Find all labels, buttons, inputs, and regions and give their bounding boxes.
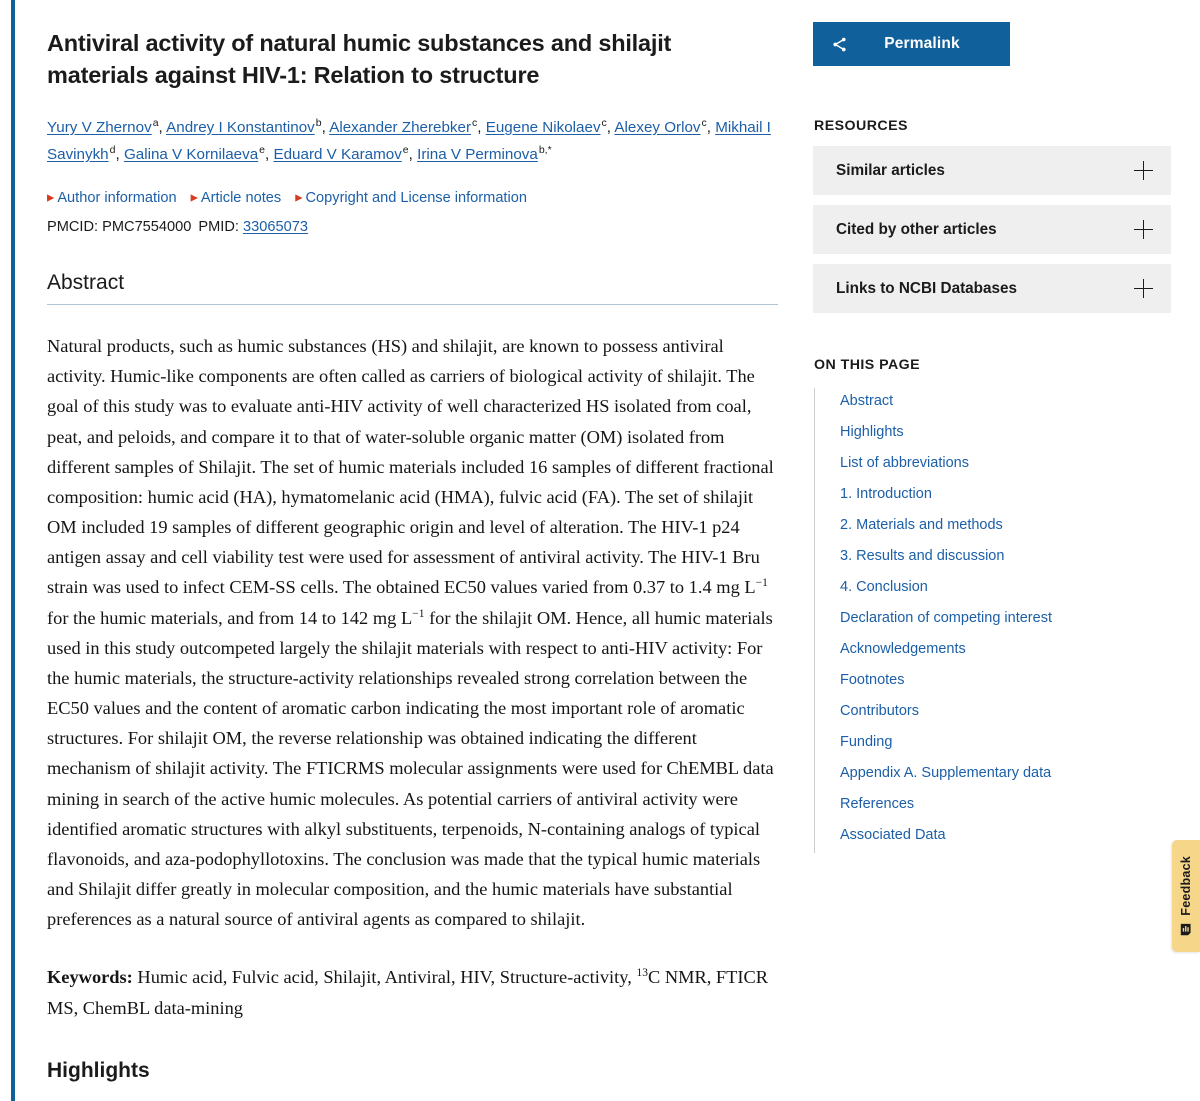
author-link[interactable]: Yury V Zhernov xyxy=(47,118,152,136)
author-affiliation-marker: a xyxy=(152,116,159,129)
abstract-heading: Abstract xyxy=(47,271,778,305)
pmcid-label: PMCID: xyxy=(47,219,99,235)
on-this-page-heading: ON THIS PAGE xyxy=(814,357,921,373)
resources-accordion-label: Similar articles xyxy=(836,161,945,179)
on-this-page-item-1-introduction[interactable]: 1. Introduction xyxy=(840,485,932,502)
feedback-tab[interactable] xyxy=(1172,840,1200,952)
keywords-line xyxy=(47,962,778,1022)
author-link[interactable]: Irina V Perminova xyxy=(417,145,538,163)
article-identifiers xyxy=(47,219,778,235)
author-separator: , xyxy=(158,118,167,136)
pmid-link[interactable]: 33065073 xyxy=(243,219,308,235)
on-this-page-item-references[interactable]: References xyxy=(840,795,915,812)
chart-bar-icon xyxy=(1180,923,1193,936)
plus-icon[interactable] xyxy=(1134,161,1153,180)
author-link[interactable]: Mikhail I Savinykh xyxy=(47,118,771,163)
plus-icon[interactable] xyxy=(1134,279,1153,298)
author-separator: , xyxy=(477,118,486,136)
abstract-part-1: Natural products, such as humic substances (HS) and shilajit, are known to possess antiviral activity. Humic-like components are often called as carriers of biological activity of shilajit. The goal of this study was to evaluate anti-HIV activity of well characterized HS isolated from coal, peat, and peloids, and compare it to that of water-soluble organic matter (OM) isolated from different samples of Shilajit. The set of humic materials included 16 samples of different fractional composition: humic acid (HA), hymatomelanic acid (HMA), fulvic acid (FA). The set of shilajit OM included 19 samples of different geographic origin and level of alteration. The HIV-1 p24 antigen assay and cell viability test were used for assessment of antiviral activity. The HIV-1 Bru strain was used to infect CEM-SS cells. The obtained EC50 values varied from 0.37 to 1.4 xyxy=(47,336,774,598)
keywords-superscript: 13 xyxy=(636,967,648,980)
article-meta-links xyxy=(47,190,778,206)
author-link[interactable]: Alexander Zherebker xyxy=(329,118,472,136)
author-affiliation-marker: c xyxy=(601,116,607,129)
keywords-label: Keywords: xyxy=(47,967,133,988)
on-this-page-nav xyxy=(814,388,1170,853)
resources-accordion-label: Cited by other articles xyxy=(836,220,997,238)
meta-link-author-information[interactable]: ▶ Author information xyxy=(47,190,177,206)
on-this-page-item-acknowledgements[interactable]: Acknowledgements xyxy=(840,640,966,657)
author-separator: , xyxy=(606,118,615,136)
resources-accordion-item[interactable] xyxy=(813,264,1171,313)
author-link[interactable]: Eugene Nikolaev xyxy=(485,118,601,136)
author-separator: , xyxy=(115,145,124,163)
resources-heading: RESOURCES xyxy=(814,118,908,134)
resources-accordion xyxy=(813,146,1170,313)
permalink-button[interactable] xyxy=(813,22,1010,66)
author-separator: , xyxy=(265,145,274,163)
on-this-page-item-contributors[interactable]: Contributors xyxy=(840,702,919,719)
permalink-button-label: Permalink xyxy=(884,35,960,52)
on-this-page-item-appendix-a-supplementary-data[interactable]: Appendix A. Supplementary data xyxy=(840,764,1052,781)
feedback-tab-label: Feedback xyxy=(1179,856,1193,916)
sidebar-column xyxy=(800,0,1200,853)
author-link[interactable]: Alexey Orlov xyxy=(614,118,701,136)
keywords-text-1: Humic acid, Fulvic acid, Shilajit, Antiviral, HIV, Structure-activity, xyxy=(137,967,632,988)
author-link[interactable]: Galina V Kornilaeva xyxy=(123,145,259,163)
abstract-part-2: for the humic materials, and from 14 to 142 xyxy=(47,607,369,628)
author-affiliation-marker: b,* xyxy=(538,143,552,156)
on-this-page-item-footnotes[interactable]: Footnotes xyxy=(840,671,905,688)
author-affiliation-marker: c xyxy=(472,116,478,129)
pmid-label: PMID: xyxy=(198,219,239,235)
resources-accordion-item[interactable] xyxy=(813,146,1171,195)
author-affiliation-marker: d xyxy=(109,143,116,156)
on-this-page-item-2-materials-and-methods[interactable]: 2. Materials and methods xyxy=(840,516,1003,533)
on-this-page-item-declaration-of-competing-interest[interactable]: Declaration of competing interest xyxy=(840,609,1052,626)
on-this-page-item-abstract[interactable]: Abstract xyxy=(840,392,894,409)
on-this-page-item-list-of-abbreviations[interactable]: List of abbreviations xyxy=(840,454,969,471)
on-this-page-item-funding[interactable]: Funding xyxy=(840,733,893,750)
author-affiliation-marker: e xyxy=(259,143,266,156)
author-separator: , xyxy=(321,118,330,136)
triangle-right-icon: ▶ xyxy=(295,192,303,204)
pmcid-value: PMC7554000 xyxy=(102,219,192,235)
meta-link-article-notes[interactable]: ▶ Article notes xyxy=(190,190,282,206)
abstract-text xyxy=(47,331,778,934)
abstract-unit-2: mg $L^{-1}$ xyxy=(372,607,425,628)
abstract-unit-1: mg $L^{-1}$ xyxy=(716,577,768,598)
abstract-part-3: for the shilajit OM. Hence, all humic materials used in this study outcompeted largely the shilajit materials with respect to anti-HIV activity: For the humic materials, the structure-activity relationships revealed strong correlation between the EC50 values and the content of aromatic carbon indicating the most important role of aromatic structures. For shilajit OM, the reverse relationship was obtained indicating the different mechanism of shilajit activity. The FTICRMS molecular assignments were used for ChEMBL data mining in search of the active humic molecules. As potential carriers of antiviral activity were identified aromatic structures with alkyl substituents, terpenoids, N-containing analogs of typical flavonoids, and aza-podophyllotoxins. The conclusion was made that the typical humic materials and Shilajit differ greatly in molecular composition, and the humic materials have substantial preferences as a natural source of antiviral agents as compared to shilajit. xyxy=(47,607,774,930)
on-this-page-item-4-conclusion[interactable]: 4. Conclusion xyxy=(840,578,928,595)
plus-icon[interactable] xyxy=(1134,220,1153,239)
triangle-right-icon: ▶ xyxy=(190,192,198,204)
on-this-page-item-highlights[interactable]: Highlights xyxy=(840,423,904,440)
on-this-page-item-associated-data[interactable]: Associated Data xyxy=(840,826,946,843)
author-link[interactable]: Eduard V Karamov xyxy=(273,145,402,163)
resources-accordion-label: Links to NCBI Databases xyxy=(836,279,1018,297)
resources-accordion-item[interactable] xyxy=(813,205,1171,254)
author-affiliation-marker: e xyxy=(402,143,409,156)
keywords-text-2: C NMR, FTICR MS, ChemBL data-mining xyxy=(47,967,769,1018)
author-separator: , xyxy=(706,118,716,136)
meta-link-copyright-and-license-information[interactable]: ▶ Copyright and License information xyxy=(295,190,527,206)
page-title: Antiviral activity of natural humic substances and shilajit materials against HIV-1: Relation to structure xyxy=(47,30,672,88)
author-affiliation-marker: c xyxy=(701,116,707,129)
author-affiliation-marker: b xyxy=(315,116,322,129)
triangle-right-icon: ▶ xyxy=(47,192,55,204)
on-this-page-item-3-results-and-discussion[interactable]: 3. Results and discussion xyxy=(840,547,1005,564)
author-link[interactable]: Andrey I Konstantinov xyxy=(166,118,315,136)
author-separator: , xyxy=(408,145,418,163)
share-icon xyxy=(831,36,848,53)
highlights-heading: Highlights xyxy=(47,1058,150,1082)
author-list xyxy=(47,114,777,168)
